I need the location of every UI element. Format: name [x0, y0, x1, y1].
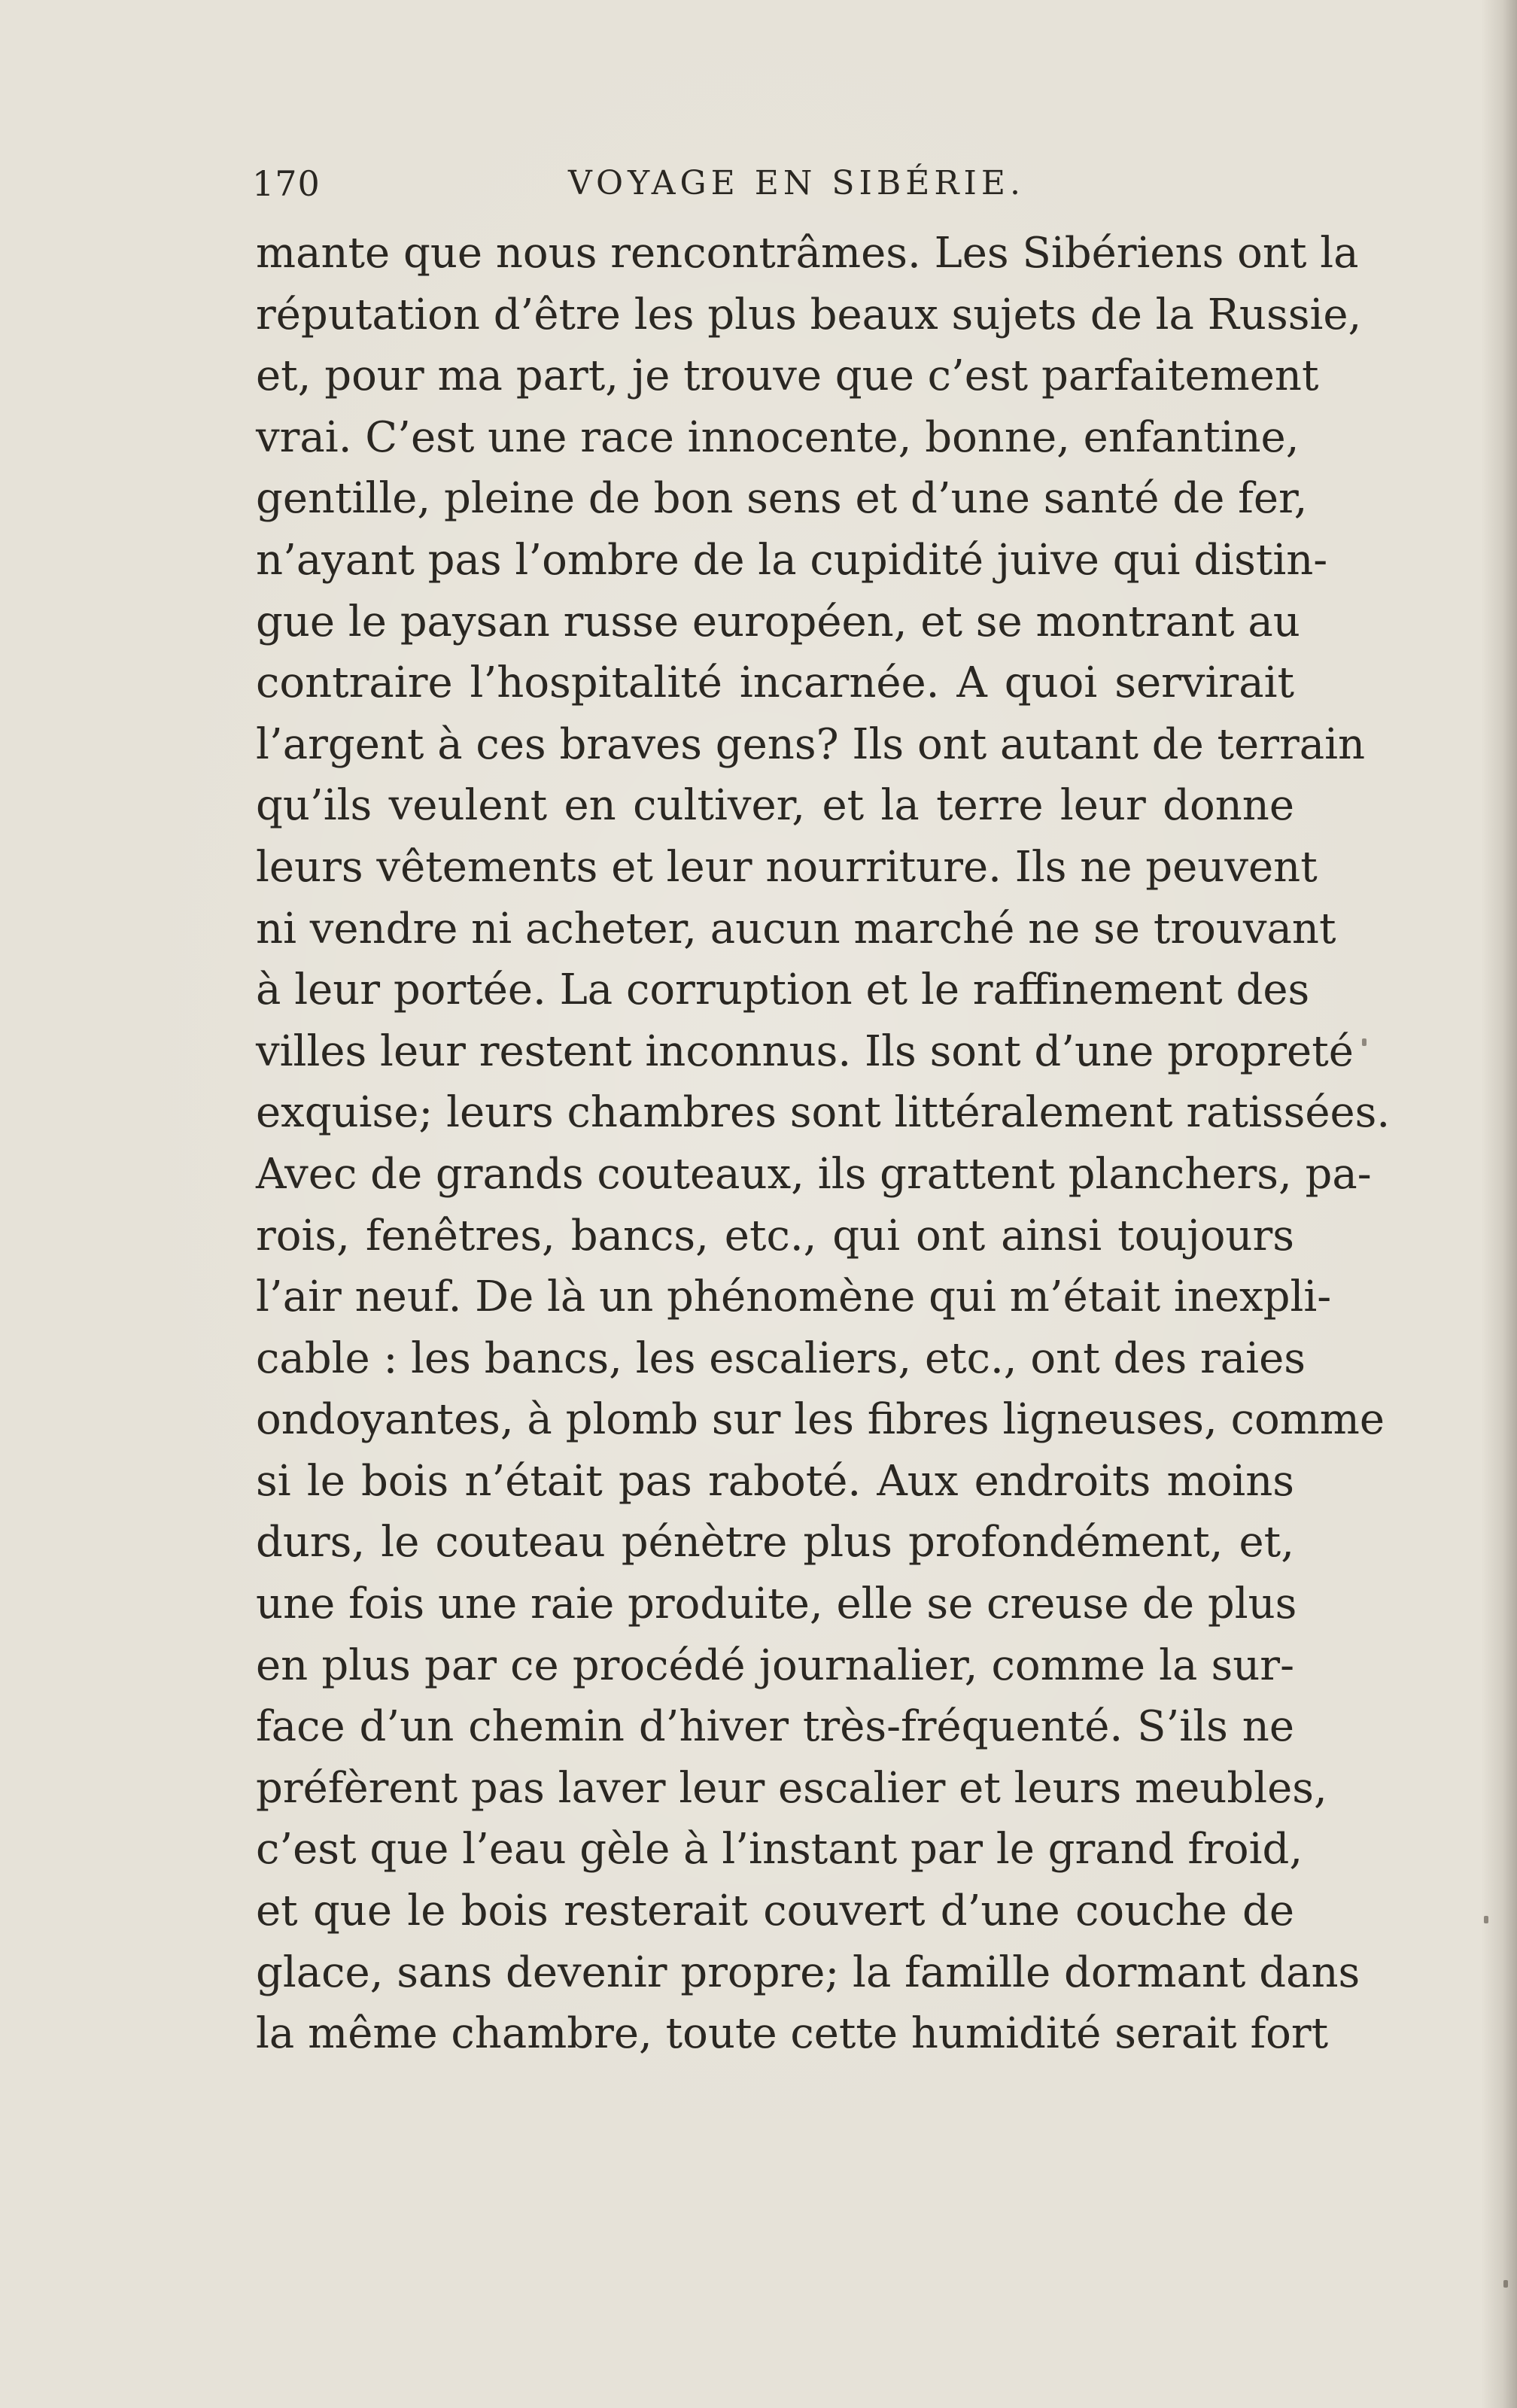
- text-line: qu’ils veulent en cultiver, et la terre leur donne: [256, 781, 1294, 831]
- text-line: glace, sans devenir propre; la famille dormant dans: [256, 1947, 1360, 1997]
- text-line: et, pour ma part, je trouve que c’est parfaitement: [256, 351, 1319, 401]
- page-number: 170: [252, 163, 321, 204]
- text-line: préfèrent pas laver leur escalier et leurs meubles,: [256, 1763, 1327, 1813]
- paper-speck: [1362, 1038, 1367, 1046]
- binding-edge-shadow: [1481, 0, 1517, 2408]
- text-line: cable : les bancs, les escaliers, etc., ont des raies: [256, 1333, 1306, 1383]
- text-line: mante que nous rencontrâmes. Les Sibériens ont la: [256, 229, 1359, 278]
- text-line: la même chambre, toute cette humidité serait fort: [256, 2009, 1329, 2059]
- text-line: à leur portée. La corruption et le raffinement des: [256, 965, 1310, 1015]
- text-line: ni vendre ni acheter, aucun marché ne se trouvant: [256, 904, 1336, 953]
- body-text: [256, 223, 1391, 2065]
- text-line: ondoyantes, à plomb sur les fibres ligneuses, comme: [256, 1395, 1385, 1445]
- text-line: n’ayant pas l’ombre de la cupidité juive qui distin-: [256, 535, 1328, 585]
- text-line: et que le bois resterait couvert d’une couche de: [256, 1887, 1294, 1936]
- text-line: exquise; leurs chambres sont littéralement ratissées.: [256, 1088, 1391, 1138]
- text-line: réputation d’être les plus beaux sujets de la Russie,: [256, 290, 1362, 339]
- text-line: une fois une raie produite, elle se creuse de plus: [256, 1579, 1297, 1629]
- text-line: rois, fenêtres, bancs, etc., qui ont ainsi toujours: [256, 1211, 1294, 1260]
- text-line: contraire l’hospitalité incarnée. A quoi servirait: [256, 658, 1294, 708]
- text-line: si le bois n’était pas raboté. Aux endroits moins: [256, 1456, 1294, 1506]
- paper-speck: [1503, 2280, 1508, 2288]
- text-line: gue le paysan russe européen, et se montrant au: [256, 597, 1300, 646]
- text-line: l’air neuf. De là un phénomène qui m’était inexpli-: [256, 1272, 1332, 1322]
- paper-speck: [1484, 1916, 1488, 1923]
- text-line: durs, le couteau pénètre plus profondément, et,: [256, 1518, 1294, 1567]
- text-line: en plus par ce procédé journalier, comme la sur-: [256, 1640, 1294, 1690]
- running-title: VOYAGE EN SIBÉRIE.: [568, 164, 1025, 202]
- text-line: c’est que l’eau gèle à l’instant par le grand froid,: [256, 1825, 1303, 1874]
- text-line: face d’un chemin d’hiver très-fréquenté. S’ils ne: [256, 1702, 1294, 1752]
- text-line: villes leur restent inconnus. Ils sont d’une propreté: [256, 1026, 1354, 1076]
- running-head: [252, 161, 1294, 206]
- text-line: vrai. C’est une race innocente, bonne, enfantine,: [256, 412, 1300, 462]
- text-line: Avec de grands couteaux, ils grattent planchers, pa-: [256, 1149, 1372, 1199]
- text-line: gentille, pleine de bon sens et d’une santé de fer,: [256, 474, 1308, 524]
- text-line: leurs vêtements et leur nourriture. Ils ne peuvent: [256, 842, 1318, 892]
- text-line: l’argent à ces braves gens? Ils ont autant de terrain: [256, 719, 1366, 769]
